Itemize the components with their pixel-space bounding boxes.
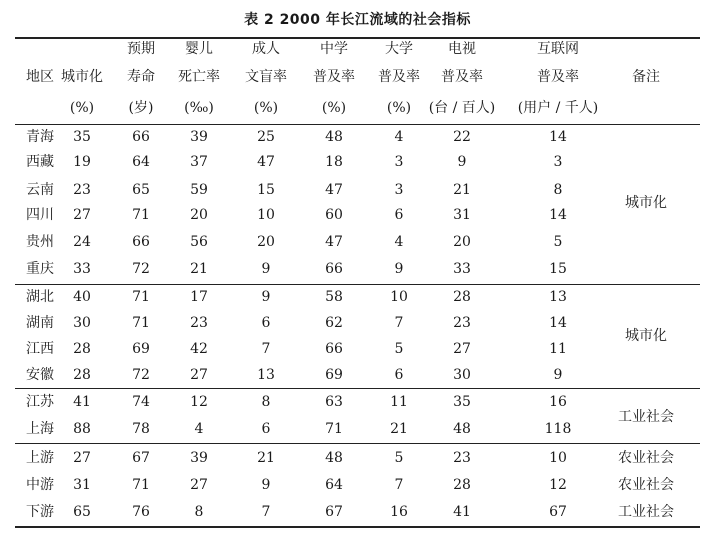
value-cell: 33	[73, 261, 91, 277]
value-cell: 5	[553, 234, 563, 250]
value-cell: 12	[190, 394, 208, 410]
value-cell: 66	[325, 261, 343, 277]
table-title: 表 2 2000 年长江流域的社会指标	[244, 12, 471, 28]
column-header: 普及率	[378, 69, 420, 85]
column-header: 死亡率	[178, 69, 220, 85]
value-cell: 14	[549, 207, 567, 223]
value-cell: 22	[453, 129, 471, 145]
value-cell: 66	[325, 341, 343, 357]
value-cell: 31	[73, 477, 91, 493]
value-cell: 6	[261, 421, 271, 437]
value-cell: 15	[257, 182, 275, 198]
value-cell: 76	[132, 504, 150, 520]
column-header: 文盲率	[245, 69, 287, 85]
value-cell: 56	[190, 234, 208, 250]
value-cell: 20	[190, 207, 208, 223]
region-cell: 贵州	[26, 234, 54, 250]
value-cell: 20	[453, 234, 471, 250]
value-cell: 33	[453, 261, 471, 277]
value-cell: 15	[549, 261, 567, 277]
value-cell: 10	[390, 289, 408, 305]
value-cell: 7	[261, 504, 271, 520]
region-cell: 上海	[26, 421, 54, 437]
value-cell: 47	[257, 154, 275, 170]
value-cell: 67	[132, 450, 150, 466]
value-cell: 64	[132, 154, 150, 170]
value-cell: 16	[390, 504, 408, 520]
column-header: 电视	[448, 41, 476, 57]
value-cell: 27	[453, 341, 471, 357]
value-cell: 71	[132, 315, 150, 331]
value-cell: 6	[394, 207, 404, 223]
region-cell: 青海	[26, 129, 54, 145]
value-cell: 48	[453, 421, 471, 437]
value-cell: 21	[390, 421, 408, 437]
column-header: 成人	[252, 41, 280, 57]
value-cell: 10	[257, 207, 275, 223]
column-header: 地区	[26, 69, 54, 85]
value-cell: 23	[73, 182, 91, 198]
value-cell: 78	[132, 421, 150, 437]
value-cell: 6	[394, 367, 404, 383]
value-cell: 14	[549, 129, 567, 145]
value-cell: 39	[190, 129, 208, 145]
value-cell: 37	[190, 154, 208, 170]
value-cell: 21	[190, 261, 208, 277]
value-cell: 118	[544, 421, 572, 437]
value-cell: 58	[325, 289, 343, 305]
value-cell: 11	[549, 341, 567, 357]
column-header: 互联网	[537, 41, 579, 57]
column-header: 预期	[127, 41, 155, 57]
region-cell: 下游	[26, 504, 54, 520]
value-cell: 27	[73, 207, 91, 223]
value-cell: 41	[73, 394, 91, 410]
column-header: 城市化	[61, 69, 103, 85]
column-header: (用户 / 千人)	[517, 100, 599, 116]
value-cell: 31	[453, 207, 471, 223]
table-rule	[15, 37, 700, 39]
value-cell: 65	[73, 504, 91, 520]
region-cell: 湖北	[26, 289, 54, 305]
region-cell: 江苏	[26, 394, 54, 410]
value-cell: 47	[325, 182, 343, 198]
value-cell: 21	[453, 182, 471, 198]
region-cell: 四川	[26, 207, 54, 223]
column-header: (%)	[69, 100, 95, 116]
value-cell: 9	[394, 261, 404, 277]
value-cell: 6	[261, 315, 271, 331]
column-header: 婴儿	[185, 41, 213, 57]
region-cell: 中游	[26, 477, 54, 493]
column-header: 大学	[385, 41, 413, 57]
value-cell: 19	[73, 154, 91, 170]
value-cell: 13	[257, 367, 275, 383]
value-cell: 4	[394, 234, 404, 250]
value-cell: 16	[549, 394, 567, 410]
value-cell: 5	[394, 450, 404, 466]
value-cell: 72	[132, 261, 150, 277]
value-cell: 65	[132, 182, 150, 198]
remark-cell: 农业社会	[618, 477, 674, 493]
value-cell: 40	[73, 289, 91, 305]
table-rule	[15, 526, 700, 528]
value-cell: 13	[549, 289, 567, 305]
value-cell: 11	[390, 394, 408, 410]
value-cell: 14	[549, 315, 567, 331]
value-cell: 39	[190, 450, 208, 466]
value-cell: 12	[549, 477, 567, 493]
column-header: 寿命	[127, 69, 155, 85]
value-cell: 28	[73, 367, 91, 383]
value-cell: 9	[261, 261, 271, 277]
value-cell: 28	[73, 341, 91, 357]
value-cell: 3	[394, 154, 404, 170]
value-cell: 59	[190, 182, 208, 198]
value-cell: 30	[453, 367, 471, 383]
value-cell: 69	[325, 367, 343, 383]
value-cell: 7	[394, 477, 404, 493]
value-cell: 8	[261, 394, 271, 410]
value-cell: 9	[261, 477, 271, 493]
value-cell: 7	[261, 341, 271, 357]
value-cell: 71	[132, 207, 150, 223]
value-cell: 9	[261, 289, 271, 305]
value-cell: 27	[190, 367, 208, 383]
value-cell: 35	[453, 394, 471, 410]
value-cell: 72	[132, 367, 150, 383]
column-header: (‰)	[184, 100, 214, 116]
value-cell: 21	[257, 450, 275, 466]
value-cell: 9	[553, 367, 563, 383]
column-header: (%)	[386, 100, 412, 116]
value-cell: 9	[457, 154, 467, 170]
value-cell: 60	[325, 207, 343, 223]
value-cell: 28	[453, 477, 471, 493]
table-rule	[15, 388, 700, 389]
value-cell: 25	[257, 129, 275, 145]
value-cell: 23	[190, 315, 208, 331]
value-cell: 71	[132, 289, 150, 305]
table-rule	[15, 443, 700, 444]
value-cell: 5	[394, 341, 404, 357]
value-cell: 27	[190, 477, 208, 493]
remark-cell: 工业社会	[618, 409, 674, 425]
column-header: 普及率	[537, 69, 579, 85]
region-cell: 重庆	[26, 261, 54, 277]
region-cell: 上游	[26, 450, 54, 466]
value-cell: 64	[325, 477, 343, 493]
value-cell: 24	[73, 234, 91, 250]
value-cell: 23	[453, 450, 471, 466]
value-cell: 8	[553, 182, 563, 198]
table-rule	[15, 284, 700, 285]
column-header: (台 / 百人)	[428, 100, 496, 116]
column-header: (%)	[321, 100, 347, 116]
table-rule	[15, 124, 700, 125]
value-cell: 66	[132, 234, 150, 250]
region-cell: 西藏	[26, 154, 54, 170]
region-cell: 江西	[26, 341, 54, 357]
value-cell: 63	[325, 394, 343, 410]
value-cell: 4	[194, 421, 204, 437]
value-cell: 69	[132, 341, 150, 357]
value-cell: 4	[394, 129, 404, 145]
value-cell: 3	[394, 182, 404, 198]
value-cell: 35	[73, 129, 91, 145]
value-cell: 27	[73, 450, 91, 466]
column-header: 备注	[632, 69, 660, 85]
value-cell: 88	[73, 421, 91, 437]
value-cell: 3	[553, 154, 563, 170]
value-cell: 67	[549, 504, 567, 520]
value-cell: 62	[325, 315, 343, 331]
remark-cell: 工业社会	[618, 504, 674, 520]
value-cell: 71	[325, 421, 343, 437]
value-cell: 47	[325, 234, 343, 250]
value-cell: 48	[325, 129, 343, 145]
region-cell: 湖南	[26, 315, 54, 331]
value-cell: 8	[194, 504, 204, 520]
column-header: 中学	[320, 41, 348, 57]
value-cell: 7	[394, 315, 404, 331]
remark-cell: 城市化	[625, 328, 667, 344]
column-header: 普及率	[441, 69, 483, 85]
value-cell: 10	[549, 450, 567, 466]
region-cell: 云南	[26, 182, 54, 198]
value-cell: 23	[453, 315, 471, 331]
region-cell: 安徽	[26, 367, 54, 383]
remark-cell: 城市化	[625, 195, 667, 211]
value-cell: 71	[132, 477, 150, 493]
value-cell: 30	[73, 315, 91, 331]
column-header: (岁)	[128, 100, 154, 116]
value-cell: 28	[453, 289, 471, 305]
remark-cell: 农业社会	[618, 450, 674, 466]
value-cell: 17	[190, 289, 208, 305]
value-cell: 41	[453, 504, 471, 520]
value-cell: 48	[325, 450, 343, 466]
value-cell: 18	[325, 154, 343, 170]
value-cell: 20	[257, 234, 275, 250]
value-cell: 67	[325, 504, 343, 520]
column-header: (%)	[253, 100, 279, 116]
value-cell: 66	[132, 129, 150, 145]
column-header: 普及率	[313, 69, 355, 85]
value-cell: 74	[132, 394, 150, 410]
value-cell: 42	[190, 341, 208, 357]
